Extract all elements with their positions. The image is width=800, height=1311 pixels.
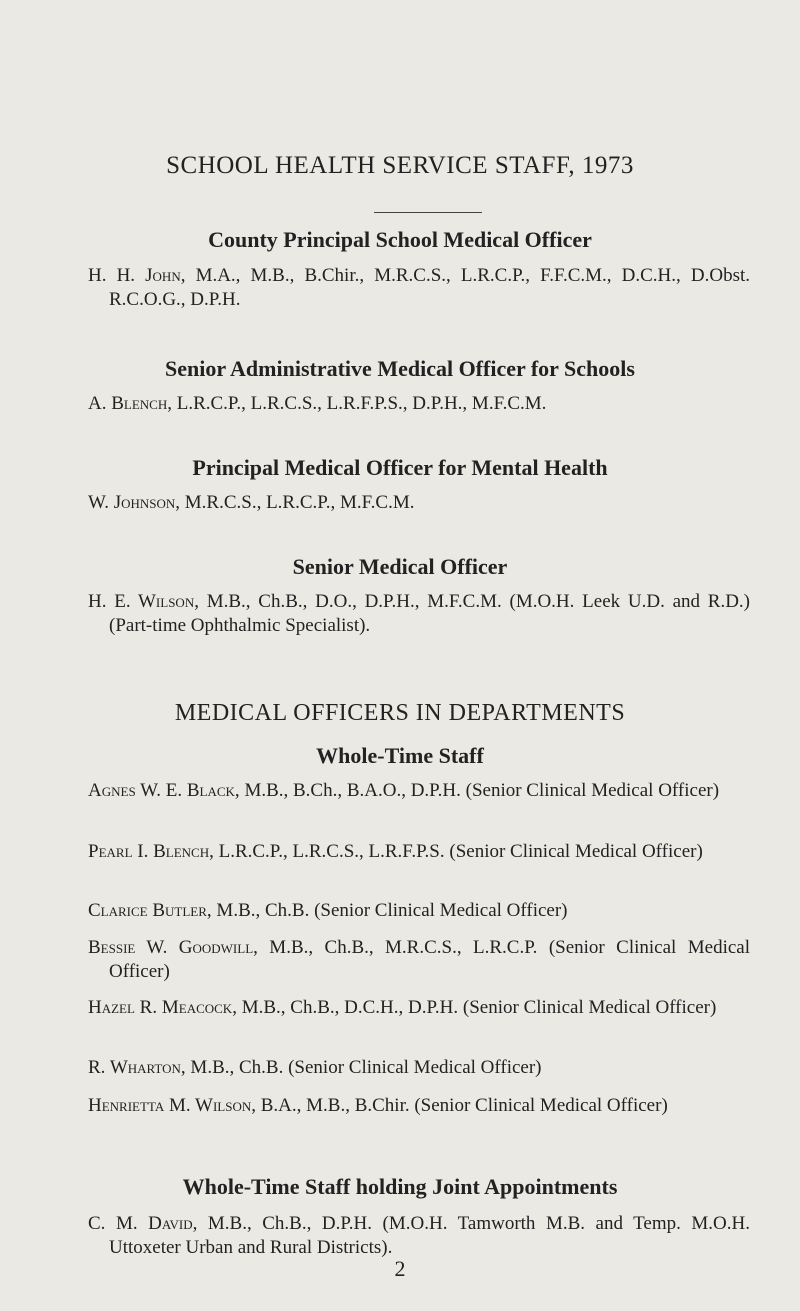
staff-entry: [88, 491, 750, 515]
staff-name: R. Wharton,: [88, 1057, 186, 1078]
page-number: 2: [394, 1256, 406, 1281]
staff-name: H. H. John,: [88, 265, 186, 286]
title-divider: [374, 212, 482, 213]
heading-whole-time-staff: Whole-Time Staff: [316, 743, 484, 768]
staff-entry: [88, 899, 750, 923]
staff-name: Hazel R. Meacock,: [88, 997, 237, 1018]
staff-entry: [88, 936, 750, 984]
staff-qualifications: M.B., Ch.B., D.O., D.P.H., M.F.C.M. (M.O.H. Leek U.D. and R.D.) (Part-time Ophthalmic Specialist).: [109, 591, 750, 636]
heading-senior-administrative-medical-officer: Senior Administrative Medical Officer for Schools: [165, 356, 635, 381]
staff-entry: [88, 779, 750, 803]
staff-qualifications: M.B., Ch.B., D.P.H. (M.O.H. Tamworth M.B. and Temp. M.O.H. Uttoxeter Urban and Rural Districts).: [109, 1213, 750, 1258]
heading-senior-medical-officer: Senior Medical Officer: [292, 554, 508, 579]
staff-qualifications: M.B., B.Ch., B.A.O., D.P.H. (Senior Clinical Medical Officer): [239, 780, 720, 801]
heading-medical-officers-in-departments: MEDICAL OFFICERS IN DEPARTMENTS: [174, 700, 626, 726]
staff-entry: [88, 1056, 750, 1080]
heading-principal-medical-officer-mental-health: Principal Medical Officer for Mental Health: [192, 455, 608, 480]
page-title: SCHOOL HEALTH SERVICE STAFF, 1973: [166, 152, 634, 179]
staff-entry: [88, 264, 750, 312]
staff-qualifications: M.A., M.B., B.Chir., M.R.C.S., L.R.C.P., F.F.C.M., D.C.H., D.Obst. R.C.O.G., D.P.H.: [109, 265, 750, 310]
staff-entry: [88, 840, 750, 864]
staff-entry: [88, 996, 750, 1020]
heading-whole-time-staff-joint-appointments: Whole-Time Staff holding Joint Appointments: [182, 1174, 618, 1199]
staff-name: Clarice Butler,: [88, 900, 212, 921]
staff-name: W. Johnson,: [88, 492, 181, 513]
staff-name: Henrietta M. Wilson,: [88, 1095, 256, 1116]
staff-qualifications: M.R.C.S., L.R.C.P., M.F.C.M.: [180, 492, 415, 513]
staff-qualifications: M.B., Ch.B. (Senior Clinical Medical Officer): [211, 900, 568, 921]
staff-name: C. M. David,: [88, 1213, 198, 1234]
heading-county-principal-school-medical-officer: County Principal School Medical Officer: [208, 227, 592, 252]
staff-name: Bessie W. Goodwill,: [88, 937, 258, 958]
staff-qualifications: L.R.C.P., L.R.C.S., L.R.F.P.S. (Senior Clinical Medical Officer): [213, 841, 703, 862]
staff-entry: [88, 1094, 750, 1118]
staff-qualifications: M.B., Ch.B. (Senior Clinical Medical Officer): [185, 1057, 542, 1078]
staff-entry: [88, 392, 750, 416]
staff-name: Agnes W. E. Black,: [88, 780, 240, 801]
staff-qualifications: M.B., Ch.B., D.C.H., D.P.H. (Senior Clinical Medical Officer): [236, 997, 717, 1018]
staff-name: Pearl I. Blench,: [88, 841, 214, 862]
staff-qualifications: L.R.C.P., L.R.C.S., L.R.F.P.S., D.P.H., M.F.C.M.: [171, 393, 547, 414]
staff-name: H. E. Wilson,: [88, 591, 199, 612]
staff-entry: [88, 1212, 750, 1260]
staff-qualifications: B.A., M.B., B.Chir. (Senior Clinical Medical Officer): [255, 1095, 668, 1116]
staff-qualifications: M.B., Ch.B., M.R.C.S., L.R.C.P. (Senior Clinical Medical Officer): [109, 937, 750, 982]
staff-name: A. Blench,: [88, 393, 172, 414]
staff-entry: [88, 590, 750, 638]
